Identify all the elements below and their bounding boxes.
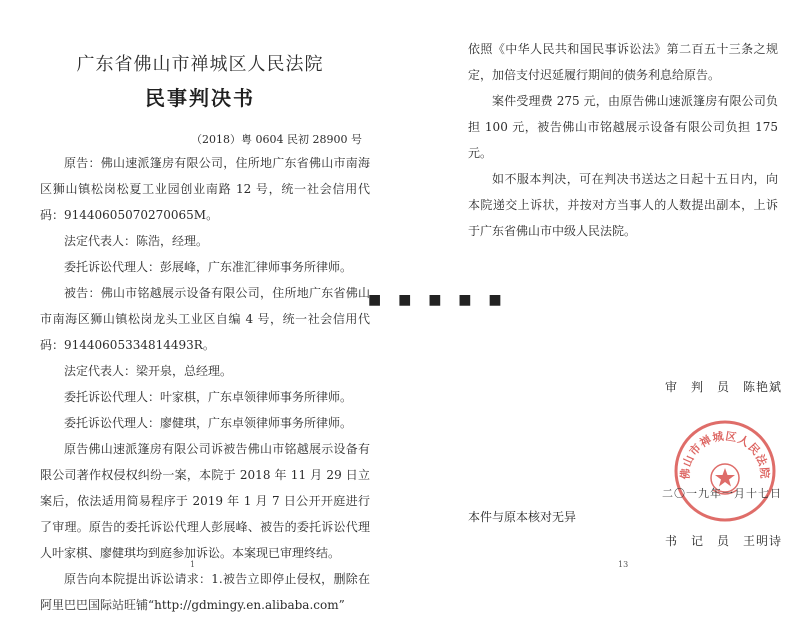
court-seal-icon — [672, 418, 778, 524]
paragraph-case-summary: 原告佛山速派篷房有限公司诉被告佛山市铭越展示设备有限公司著作权侵权纠纷一案，本院于 2018 年 11 月 29 日立案后，依法适用简易程序于 2019 年 1 月 7 日公开开庭进行了审理。原告的委托诉讼代理人彭展峰、被告的委托诉讼代理人叶家棋、廖健琪均到庭参加诉讼。本案现已审理终结。 — [40, 442, 370, 560]
left-page — [0, 0, 400, 612]
right-body-text — [468, 36, 778, 244]
case-number: （2018）粤 0604 民初 28900 号 — [191, 133, 362, 146]
left-page-number: 1 — [190, 560, 196, 569]
verification-note: 本件与原本核对无异 — [468, 510, 577, 524]
right-page — [400, 0, 800, 600]
paragraph-defendant-agent-2: 委托诉讼代理人：廖健琪，广东卓领律师事务所律师。 — [64, 416, 353, 430]
paragraph-legal-basis: 依照《中华人民共和国民事诉讼法》第二百五十三条之规定，加倍支付迟延履行期间的债务利息给原告。 — [468, 42, 778, 82]
paragraph-defendant-agent-1: 委托诉讼代理人：叶家棋，广东卓领律师事务所律师。 — [64, 390, 353, 404]
paragraph-fees: 案件受理费 275 元，由原告佛山速派篷房有限公司负担 100 元，被告佛山市铭越展示设备有限公司负担 175 元。 — [468, 94, 778, 160]
left-body-text — [40, 150, 370, 618]
court-name: 广东省佛山市禅城区人民法院 — [76, 54, 324, 75]
right-page-number: 13 — [618, 560, 629, 569]
paragraph-plaintiff: 原告：佛山速派篷房有限公司，住所地广东省佛山市南海区狮山镇松岗松夏工业园创业南路 12 号，统一社会信用代码：91440605070270065M。 — [40, 156, 370, 222]
document-title: 民事判决书 — [145, 86, 255, 110]
paragraph-claims: 原告向本院提出诉讼请求：1.被告立即停止侵权，删除在阿里巴巴国际站旺铺“http://gdmingy.en.alibaba.com” — [40, 572, 370, 612]
paragraph-appeal: 如不服本判决，可在判决书送达之日起十五日内，向本院递交上诉状，并按对方当事人的人数提出副本，上诉于广东省佛山市中级人民法院。 — [468, 172, 778, 238]
page-separator: ■ ■ ■ ■ ■ — [368, 292, 508, 308]
judgment-date: 二〇一九年一月十七日 — [662, 487, 782, 500]
paragraph-defendant-rep: 法定代表人：梁开泉，总经理。 — [64, 364, 233, 378]
svg-text:佛山市禅城区人民法院: 佛山市禅城区人民法院 — [678, 429, 772, 480]
clerk-signature: 书 记 员 王明诗 — [665, 534, 783, 548]
paragraph-plaintiff-agent: 委托诉讼代理人：彭展峰，广东准汇律师事务所律师。 — [64, 260, 353, 274]
paragraph-plaintiff-rep: 法定代表人：陈浩，经理。 — [64, 234, 209, 248]
paragraph-defendant: 被告：佛山市铭越展示设备有限公司，住所地广东省佛山市南海区狮山镇松岗龙头工业区自编 4 号，统一社会信用代码：91440605334814493R。 — [40, 286, 370, 352]
judge-signature: 审 判 员 陈艳斌 — [665, 380, 783, 394]
